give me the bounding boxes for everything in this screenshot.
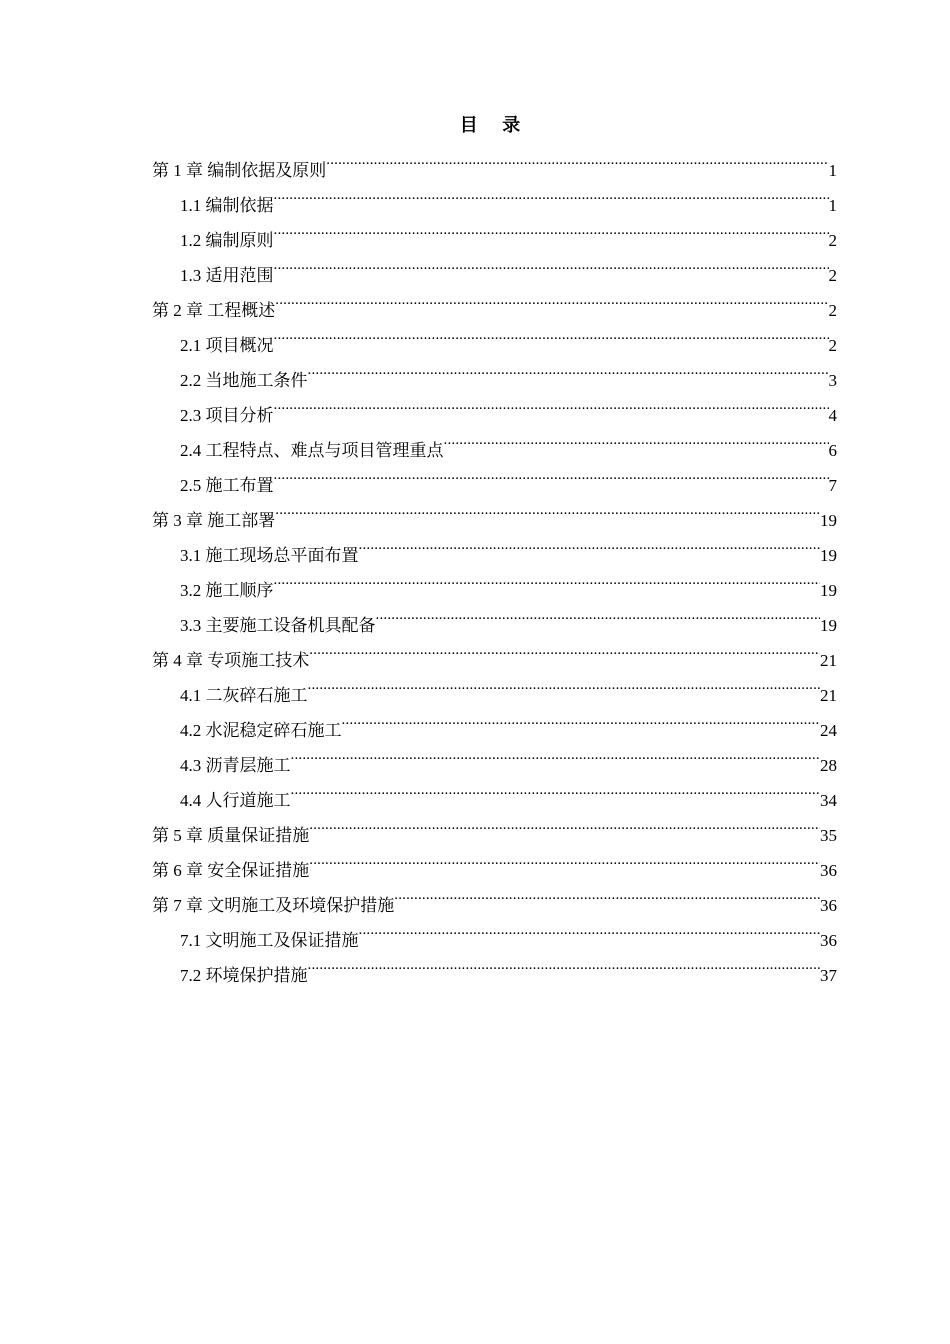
dot-leader [274,386,829,421]
dot-leader [275,281,828,316]
dot-leader [444,421,829,456]
toc-entry-page: 2 [828,231,837,250]
toc-entry-page: 19 [820,546,837,565]
dot-leader [274,456,829,491]
dot-leader [308,351,829,386]
toc-entry-label: 第 7 章 文明施工及环境保护措施 [152,896,395,915]
dot-leader [274,246,829,281]
toc-entry-page: 2 [828,336,837,355]
toc-entry-page: 1 [828,161,837,180]
dot-leader [359,526,821,561]
toc-entry-page: 28 [820,756,837,775]
toc-entry-page: 2 [828,301,837,320]
toc-entry-page: 6 [828,441,837,460]
dot-leader [274,561,821,596]
dot-leader [359,911,821,946]
dot-leader [274,176,829,211]
toc-entry-page: 4 [828,406,837,425]
toc-entry-label: 3.1 施工现场总平面布置 [180,546,359,565]
dot-leader [326,141,828,176]
toc-entry-label: 第 6 章 安全保证措施 [152,861,310,880]
toc-entry-label: 2.2 当地施工条件 [180,371,308,390]
toc-entry-page: 3 [828,371,837,390]
toc-entry-page: 19 [820,581,837,600]
toc-entry-label: 第 2 章 工程概述 [152,301,276,320]
toc-entry-label: 第 1 章 编制依据及原则 [152,161,327,180]
dot-leader [291,736,821,771]
toc-entry-label: 4.1 二灰碎石施工 [180,686,308,705]
toc-entry-label: 7.2 环境保护措施 [180,966,308,985]
toc-entry-page: 7 [828,476,837,495]
toc-entry-label: 第 4 章 专项施工技术 [152,651,310,670]
toc-entry-page: 19 [820,511,837,530]
dot-leader [308,666,821,701]
toc-entry-chapter-1[interactable] [152,141,837,180]
dot-leader [309,806,820,841]
dot-leader [291,771,821,806]
toc-entry-label: 3.3 主要施工设备机具配备 [180,616,376,635]
toc-entry-label: 2.4 工程特点、难点与项目管理重点 [180,441,444,460]
toc-entry-page: 36 [820,896,837,915]
toc-entry-label: 7.1 文明施工及保证措施 [180,931,359,950]
dot-leader [342,701,821,736]
toc-entry-page: 21 [820,686,837,705]
toc-entry-page: 1 [828,196,837,215]
toc-entry-label: 1.1 编制依据 [180,196,274,215]
toc-entry-page: 37 [820,966,837,985]
toc-entry-page: 36 [820,861,837,880]
dot-leader [394,876,820,911]
toc-entry-label: 第 5 章 质量保证措施 [152,826,310,845]
dot-leader [308,946,821,981]
toc-entry-label: 3.2 施工顺序 [180,581,274,600]
toc-entry-page: 34 [820,791,837,810]
toc-title: 目 录 [459,115,531,135]
toc-entry-label: 4.3 沥青层施工 [180,756,291,775]
toc-entry-label: 第 3 章 施工部署 [152,511,276,530]
toc-entry-page: 24 [820,721,837,740]
toc-entry-page: 19 [820,616,837,635]
dot-leader [309,841,820,876]
toc-entry-label: 2.5 施工布置 [180,476,274,495]
toc-entry-label: 2.1 项目概况 [180,336,274,355]
dot-leader [309,631,820,666]
toc-entry-page: 36 [820,931,837,950]
toc-entry-label: 1.2 编制原则 [180,231,274,250]
toc-entry-label: 4.4 人行道施工 [180,791,291,810]
dot-leader [274,316,829,351]
dot-leader [275,491,820,526]
toc-entry-page: 21 [820,651,837,670]
toc-entry-page: 35 [820,826,837,845]
dot-leader [376,596,821,631]
dot-leader [274,211,829,246]
toc-entry-label: 4.2 水泥稳定碎石施工 [180,721,342,740]
toc-entry-label: 2.3 项目分析 [180,406,274,425]
table-of-contents [152,141,837,985]
toc-entry-label: 1.3 适用范围 [180,266,274,285]
toc-entry-page: 2 [828,266,837,285]
